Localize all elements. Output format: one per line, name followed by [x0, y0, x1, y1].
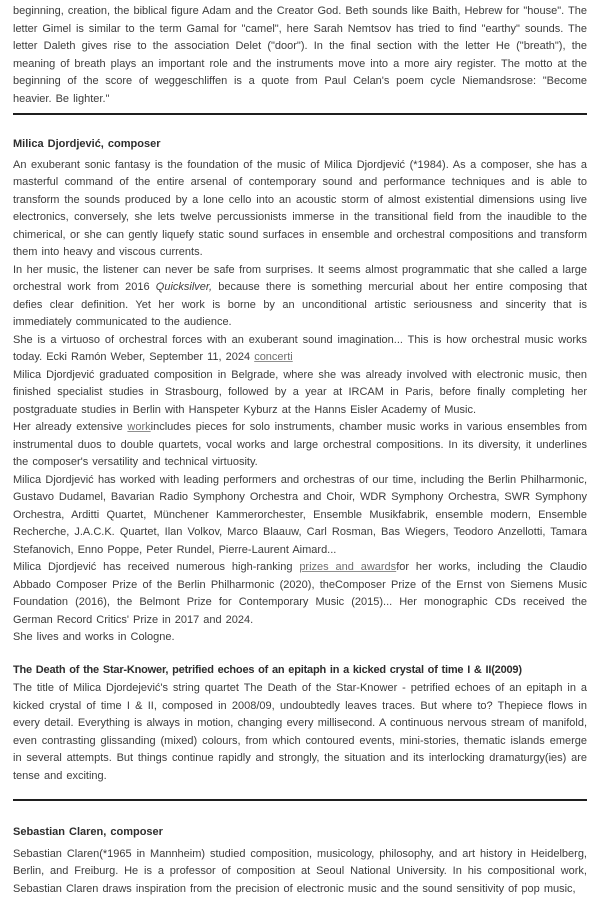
work-title-heading: The Death of the Star-Knower, petrified echoes of an epitaph in a kicked crystal of time I & II(2009): [13, 662, 587, 680]
paragraph-milica-residence: She lives and works in Cologne.: [13, 629, 587, 647]
paragraph-milica-collaborations: Milica Djordjević has worked with leading performers and orchestras of our time, including the Berlin Philharmonic, Gustavo Dudamel, Bavarian Radio Symphony Orchestra and Choir, WDR Symphony Orchestra, SWR Symphony Orchestra, Arditti Quartet, Münchener Kammerorchester, Ensemble Musikfabrik, ensemble modern, Ensemble Recherche, J.A.C.K. Quartet, Ilan Volkov, Marco Blaauw, Carl Rosman, Bas Wiegers, Teodoro Anzellotti, Tamara Stefanovich, Enno Poppe, Peter Rundel, Pierre-Laurent Aimard...: [13, 472, 587, 560]
paragraph-milica-prizes: [13, 559, 587, 629]
paragraph-intro-continuation: beginning, creation, the biblical figure Adam and the Creator God. Beth sounds like Baith, Hebrew for "house". The letter Gimel is similar to the term Gamal for "camel", here Sarah Nemtsov has tried to find "earthy" sounds. The letter Daleth gives rise to the association Delet ("door"). In the final section with the letter He ("breath"), the meaning of breath plays an important role and the instruments move into a more airy register. The motto at the beginning of the score of weggeschliffen is a quote from Paul Celan's poem cycle Niemandsrose: "Become heavier. Be lighter.": [13, 3, 587, 108]
link-prizes-and-awards[interactable]: prizes and awards: [299, 561, 396, 573]
prizes-text-after: for her works, including the Claudio Abbado Composer Prize of the Berlin Philharmonic (2020), theComposer Prize of the Ernst von Siemens Music Foundation (2016), the Belmont Prize for Contemporary Music (2015)... Her monographic CDs received the German Record Critics' Prize in 2017 and 2024.: [13, 561, 587, 626]
section-divider: [13, 799, 587, 801]
paragraph-milica-bio-4: [13, 419, 587, 472]
link-concerti[interactable]: concerti: [254, 351, 293, 363]
composer-heading-milica: Milica Djordjević, composer: [13, 136, 587, 154]
bio-4-text-after: includes pieces for solo instruments, chamber music works in various ensembles from instrumental duos to double quartets, vocal works and large orchestral compositions. In its diversity, it underlines the composer's versatility and technical virtuosity.: [13, 421, 587, 468]
bio-2-text-before: In her music, the listener can never be safe from surprises. It seems almost programmatic that she called a large orchestral work from 2016: [13, 264, 587, 294]
paragraph-milica-quote: [13, 332, 587, 367]
link-work[interactable]: work: [127, 421, 150, 433]
paragraph-work-description: The title of Milica Djordejević's string quartet The Death of the Star-Knower - petrified echoes of an epitaph in a kicked crystal of time I & II, composed in 2008/09, undoubtedly leaves traces. But where to? Thepiece flows in every detail. Everything is always in motion, changing every millisecond. A continuous nervous stream of manifold, even contrasting glissanding (mixed) colours, from which contoured events, mini-stories, thematic islands emerge in several attempts. But things continue rapidly and strongly, the situation and its interlocking dramaturgy(ies) are tense and exciting.: [13, 680, 587, 785]
prizes-text-before: Milica Djordjević has received numerous high-ranking: [13, 561, 299, 573]
quote-text: She is a virtuoso of orchestral forces with an exuberant sound imagination... This is how orchestral music works today. Ecki Ramón Weber, September 11, 2024: [13, 334, 587, 364]
section-divider: [13, 113, 587, 115]
paragraph-milica-bio-2: [13, 262, 587, 332]
paragraph-sebastian-bio: Sebastian Claren(*1965 in Mannheim) studied composition, musicology, philosophy, and art history in Heidelberg, Berlin, and Freiburg. He is a professor of composition at Seoul National University. In his compositional work, Sebastian Claren draws inspiration from the precision of electronic music and the sound sensitivity of pop music,: [13, 846, 587, 898]
paragraph-milica-bio-1: An exuberant sonic fantasy is the foundation of the music of Milica Djordjević (*1984). As a composer, she has a masterful command of the entire arsenal of contemporary sound and performance techniques and is able to transform the sounds produced by a lone cello into an acoustic storm of almost existential dimensions using live electronics, conversely, she lets twelve percussionists immerse in the transitional field from the inaudible to the chimerical, or she can gently liquefy static sound surfaces in ensemble and orchestral compositions and transform them into heavy and viscous currents.: [13, 157, 587, 262]
bio-2-text-after: because there is something mercurial about her entire composing that defies clear definition. Yet her work is borne by an unconditional artistic seriousness and sincerity that is immediately communicated to the audience.: [13, 281, 587, 328]
composer-heading-sebastian: Sebastian Claren, composer: [13, 824, 587, 842]
paragraph-milica-bio-3: Milica Djordjević graduated composition in Belgrade, where she was already involved with electronic music, then finished specialist studies in Strasbourg, followed by a year at IRCAM in Paris, before finally completing her postgraduate studies in Berlin with Hanspeter Kyburz at the Hanns Eisler Academy of Music.: [13, 367, 587, 420]
bio-4-text-before: Her already extensive: [13, 421, 127, 433]
work-title-quicksilver: Quicksilver,: [156, 281, 212, 293]
